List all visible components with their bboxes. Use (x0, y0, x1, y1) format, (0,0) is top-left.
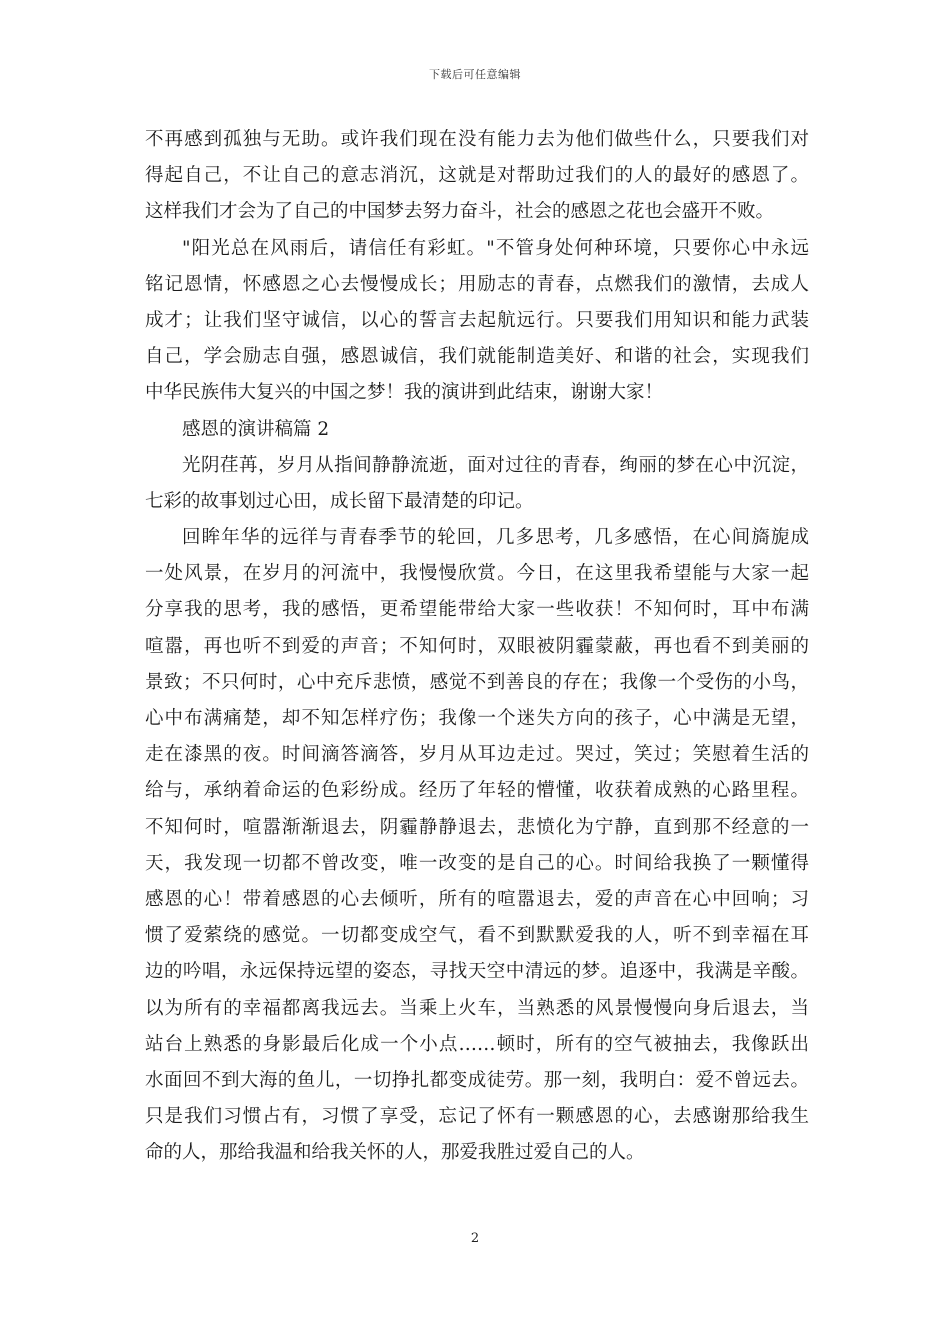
text-line: 惯了爱萦绕的感觉。一切都变成空气，看不到默默爱我的人，听不到幸福在耳 (145, 925, 809, 947)
text-line: 走在漆黑的夜。时间滴答滴答，岁月从耳边走过。哭过，笑过；笑慰着生活的 (145, 744, 809, 766)
text-line: 只是我们习惯占有，习惯了享受，忘记了怀有一颗感恩的心，去感谢那给我生 (145, 1106, 809, 1128)
text-line: 站台上熟悉的身影最后化成一个小点……顿时，所有的空气被抽去，我像跃出 (145, 1033, 809, 1055)
text-line: 一处风景，在岁月的河流中，我慢慢欣赏。今日，在这里我希望能与大家一起 (145, 563, 809, 585)
text-line: 分享我的思考，我的感悟，更希望能带给大家一些收获！不知何时，耳中布满 (145, 599, 809, 621)
text-line: 光阴荏苒，岁月从指间静静流逝，面对过往的青春，绚丽的梦在心中沉淀， (182, 454, 809, 476)
text-line: 水面回不到大海的鱼儿，一切挣扎都变成徒劳。那一刻，我明白：爱不曾远去。 (145, 1069, 809, 1091)
document-body (145, 122, 809, 1171)
text-line: 边的吟唱，永远保持远望的姿态，寻找天空中清远的梦。追逐中，我满是辛酸。 (145, 961, 809, 983)
text-line: 不知何时，喧嚣渐渐退去，阴霾静静退去，悲愤化为宁静，直到那不经意的一 (145, 816, 809, 838)
text-line: 给与，承纳着命运的色彩纷成。经历了年轻的懵懂，收获着成熟的心路里程。 (145, 780, 809, 802)
text-line: 得起自己，不让自己的意志消沉，这就是对帮助过我们的人的最好的感恩了。 (145, 165, 809, 187)
text-line: 七彩的故事划过心田，成长留下最清楚的印记。 (145, 490, 534, 512)
text-line: 以为所有的幸福都离我远去。当乘上火车，当熟悉的风景慢慢向身后退去，当 (145, 997, 809, 1019)
text-line: 感恩的心！带着感恩的心去倾听，所有的喧嚣退去，爱的声音在心中回响；习 (145, 888, 809, 910)
text-line: 景致；不只何时，心中充斥悲愤，感觉不到善良的存在；我像一个受伤的小鸟， (145, 671, 809, 693)
text-line: 喧嚣，再也听不到爱的声音；不知何时，双眼被阴霾蒙蔽，再也看不到美丽的 (145, 635, 809, 657)
text-line: "阳光总在风雨后，请信任有彩虹。"不管身处何种环境，只要你心中永远 (182, 237, 809, 259)
text-line: 成才；让我们坚守诚信，以心的誓言去起航远行。只要我们用知识和能力武装 (145, 309, 809, 331)
text-line: 不再感到孤独与无助。或许我们现在没有能力去为他们做些什么，只要我们对 (145, 129, 809, 150)
section-heading: 感恩的演讲稿篇 2 (182, 418, 330, 440)
text-line: 自己，学会励志自强，感恩诚信，我们就能制造美好、和谐的社会，实现我们 (145, 346, 809, 368)
text-line: 铭记恩情，怀感恩之心去慢慢成长；用励志的青春，点燃我们的激情，去成人 (145, 273, 809, 295)
page-number: 2 (470, 1231, 480, 1246)
text-line: 天，我发现一切都不曾改变，唯一改变的是自己的心。时间给我换了一颗懂得 (145, 852, 809, 874)
text-line: 心中布满痛楚，却不知怎样疗伤；我像一个迷失方向的孩子，心中满是无望， (145, 708, 809, 729)
page-header-note: 下载后可任意编辑 (429, 68, 521, 81)
text-line: 这样我们才会为了自己的中国梦去努力奋斗，社会的感恩之花也会盛开不败。 (145, 201, 775, 223)
text-line: 回眸年华的远徉与青春季节的轮回，几多思考，几多感悟，在心间旖旎成 (182, 527, 809, 549)
text-line: 中华民族伟大复兴的中国之梦！我的演讲到此结束，谢谢大家！ (145, 382, 664, 404)
text-line: 命的人，那给我温和给我关怀的人，那爱我胜过爱自己的人。 (145, 1142, 645, 1164)
